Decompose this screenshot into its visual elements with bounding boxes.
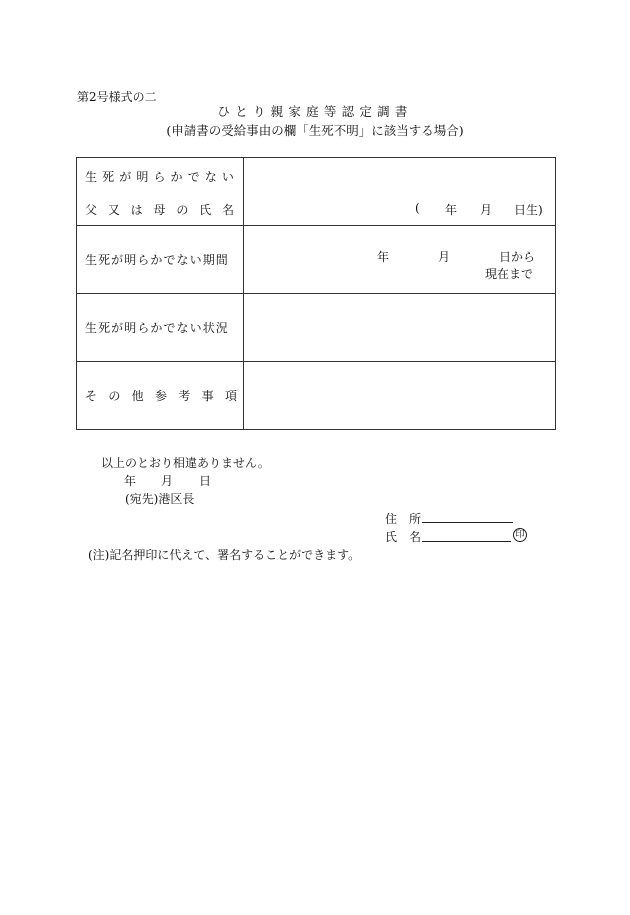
- field-missing-circumstances[interactable]: [244, 294, 556, 362]
- date-month-unit: 月: [161, 474, 174, 488]
- period-until-now: 現在まで: [485, 267, 534, 281]
- label-missing-circumstances: 生死が明らかでない状況: [77, 294, 244, 362]
- document-title: ひとり親家庭等認定調書: [217, 104, 413, 119]
- address-label: 住 所: [385, 512, 422, 526]
- table-row-missing-parent-name: [77, 158, 556, 226]
- name-line[interactable]: [422, 541, 511, 542]
- label-other-remarks: そ の 他 参 考 事 項: [77, 362, 244, 430]
- field-missing-period[interactable]: [244, 226, 556, 294]
- birth-open-paren: (: [415, 201, 420, 215]
- date-day-unit: 日: [199, 474, 212, 488]
- birth-month-unit: 月: [480, 203, 493, 217]
- period-year-unit: 年: [377, 250, 390, 264]
- document-subtitle: (申請書の受給事由の欄「生死不明」に該当する場合): [166, 123, 464, 138]
- declaration-text: 以上のとおり相違ありません。: [101, 456, 270, 470]
- record-table: [76, 157, 556, 430]
- field-other-remarks[interactable]: [244, 362, 556, 430]
- birth-day-unit: 日生): [514, 203, 543, 217]
- label-missing-parent-name: [77, 158, 244, 226]
- field-missing-parent-name[interactable]: [244, 158, 556, 226]
- date-year-unit: 年: [124, 474, 137, 488]
- label-line-2: 父 又 は 母 の 氏 名: [85, 202, 234, 217]
- form-code: 第2号様式の二: [77, 90, 157, 104]
- table-row-missing-period: [77, 226, 556, 294]
- label-missing-period: 生死が明らかでない期間: [77, 226, 244, 294]
- addressee: (宛先)港区長: [125, 492, 195, 506]
- period-month-unit: 月: [438, 250, 451, 264]
- label-line-1: 生 死 が 明 ら か で な い: [85, 169, 234, 184]
- period-day-unit: 日から: [499, 250, 536, 264]
- birth-year-unit: 年: [445, 203, 458, 217]
- name-label: 氏 名: [385, 530, 422, 544]
- footnote: (注)記名押印に代えて、署名することができます。: [88, 548, 361, 562]
- address-line[interactable]: [422, 522, 513, 523]
- table-row-other-remarks: [77, 362, 556, 430]
- seal-mark: 印: [513, 528, 527, 542]
- table-row-missing-circumstances: [77, 294, 556, 362]
